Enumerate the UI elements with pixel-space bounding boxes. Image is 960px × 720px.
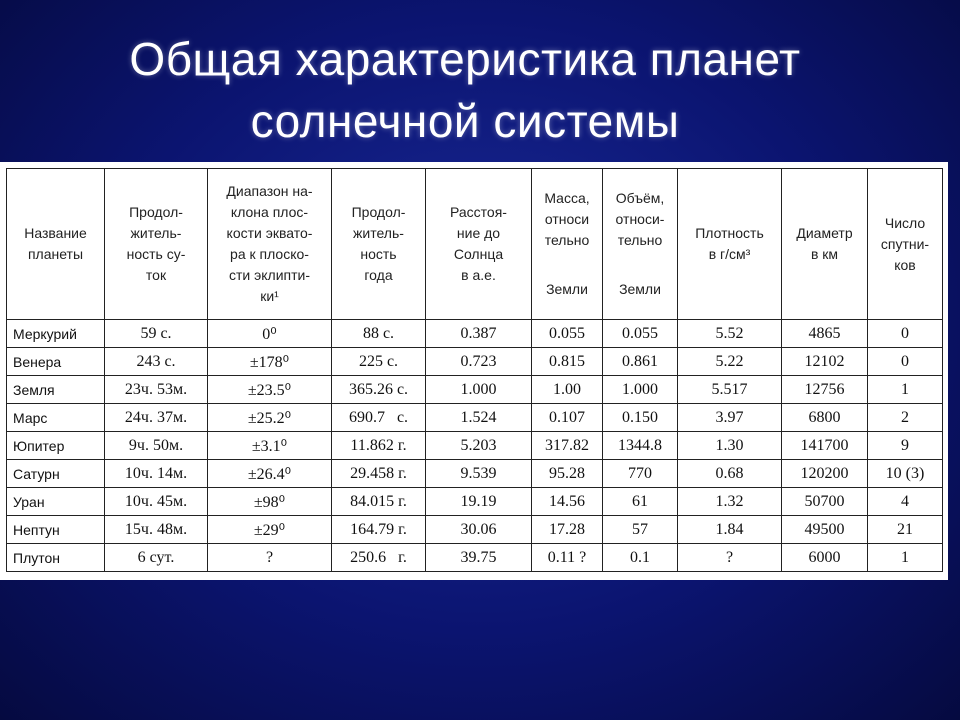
table-cell: ±3.1⁰ bbox=[208, 432, 332, 460]
table-cell: ±98⁰ bbox=[208, 488, 332, 516]
column-header bbox=[678, 169, 782, 320]
table-cell: ? bbox=[678, 544, 782, 572]
table-cell: 14.56 bbox=[532, 488, 603, 516]
slide-title bbox=[0, 28, 930, 152]
table-cell: ±23.5⁰ bbox=[208, 376, 332, 404]
column-header-line: житель- bbox=[130, 225, 182, 241]
table-cell: 0.387 bbox=[426, 320, 532, 348]
table-row bbox=[7, 320, 943, 348]
table-cell: 0.055 bbox=[532, 320, 603, 348]
planet-name-cell: Венера bbox=[7, 348, 105, 376]
planet-name-cell: Юпитер bbox=[7, 432, 105, 460]
planet-name-cell: Плутон bbox=[7, 544, 105, 572]
table-cell: 0.1 bbox=[603, 544, 678, 572]
table-cell: 30.06 bbox=[426, 516, 532, 544]
table-row bbox=[7, 432, 943, 460]
column-header-line: ность су- bbox=[126, 246, 186, 262]
column-header-line: Солнца bbox=[453, 246, 504, 262]
column-header-line: Земли bbox=[546, 281, 588, 297]
table-cell: 2 bbox=[868, 404, 943, 432]
table-cell: 57 bbox=[603, 516, 678, 544]
column-header-line: Расстоя- bbox=[450, 204, 507, 220]
table-row bbox=[7, 544, 943, 572]
table-cell: 6000 bbox=[782, 544, 868, 572]
table-row bbox=[7, 460, 943, 488]
table-cell: 1.84 bbox=[678, 516, 782, 544]
table-cell: 141700 bbox=[782, 432, 868, 460]
table-cell: ±29⁰ bbox=[208, 516, 332, 544]
table-cell: 9ч. 50м. bbox=[105, 432, 208, 460]
slide-title-line-1: Общая характеристика планет bbox=[129, 33, 801, 85]
table-cell: 0.815 bbox=[532, 348, 603, 376]
table-cell: 5.52 bbox=[678, 320, 782, 348]
column-header bbox=[105, 169, 208, 320]
table-cell: 4865 bbox=[782, 320, 868, 348]
table-cell: 1.30 bbox=[678, 432, 782, 460]
column-header-line: планеты bbox=[27, 246, 84, 262]
planet-name-cell: Уран bbox=[7, 488, 105, 516]
table-cell: 0.11 ? bbox=[532, 544, 603, 572]
table-cell: 0⁰ bbox=[208, 320, 332, 348]
table-cell: 49500 bbox=[782, 516, 868, 544]
table-cell: 0.68 bbox=[678, 460, 782, 488]
column-header-line: Плотность bbox=[695, 225, 764, 241]
table-cell: ±25.2⁰ bbox=[208, 404, 332, 432]
table-cell: 690.7 с. bbox=[332, 404, 426, 432]
table-cell: 5.203 bbox=[426, 432, 532, 460]
column-header-line: спутни- bbox=[880, 235, 930, 252]
column-header-line: житель- bbox=[353, 225, 404, 241]
table-cell: 4 bbox=[868, 488, 943, 516]
table-cell: ? bbox=[208, 544, 332, 572]
table-cell: 0 bbox=[868, 348, 943, 376]
column-header bbox=[782, 169, 868, 320]
table-cell: 1.00 bbox=[532, 376, 603, 404]
planet-name-cell: Сатурн bbox=[7, 460, 105, 488]
table-row bbox=[7, 348, 943, 376]
column-header-line: тельно bbox=[617, 232, 663, 248]
column-header-line: ток bbox=[145, 267, 167, 283]
column-header-line: Продол- bbox=[351, 204, 406, 220]
table-row bbox=[7, 516, 943, 544]
table-cell: 9 bbox=[868, 432, 943, 460]
table-cell: 15ч. 48м. bbox=[105, 516, 208, 544]
column-header-line: ков bbox=[894, 256, 916, 273]
table-cell: 317.82 bbox=[532, 432, 603, 460]
column-header-line: Название bbox=[24, 225, 87, 241]
table-cell: 1.000 bbox=[603, 376, 678, 404]
table-cell: ±26.4⁰ bbox=[208, 460, 332, 488]
column-header-line: Земли bbox=[619, 281, 661, 297]
column-header-line: тельно bbox=[544, 232, 590, 248]
table-cell: 243 с. bbox=[105, 348, 208, 376]
column-header-line: ние до bbox=[456, 225, 501, 241]
table-header-row bbox=[7, 169, 943, 320]
column-header-line: в а.е. bbox=[461, 267, 496, 283]
table-cell: 0.107 bbox=[532, 404, 603, 432]
column-header-line: Число bbox=[884, 214, 926, 231]
column-header-line: Диапазон на- bbox=[226, 183, 313, 199]
table-cell: 10 (3) bbox=[868, 460, 943, 488]
column-header-line: клона плос- bbox=[230, 204, 309, 220]
table-body bbox=[7, 320, 943, 572]
planet-name-cell: Марс bbox=[7, 404, 105, 432]
column-header-line: в г/см³ bbox=[708, 246, 751, 262]
table-cell: 164.79 г. bbox=[332, 516, 426, 544]
table-cell: 24ч. 37м. bbox=[105, 404, 208, 432]
table-cell: 50700 bbox=[782, 488, 868, 516]
table-cell: 225 с. bbox=[332, 348, 426, 376]
table-cell: 120200 bbox=[782, 460, 868, 488]
table-cell: 21 bbox=[868, 516, 943, 544]
table-cell: 95.28 bbox=[532, 460, 603, 488]
table-cell: 250.6 г. bbox=[332, 544, 426, 572]
table-row bbox=[7, 376, 943, 404]
column-header-line: кости эквато- bbox=[226, 225, 313, 241]
planet-name-cell: Нептун bbox=[7, 516, 105, 544]
table-cell: 9.539 bbox=[426, 460, 532, 488]
table-cell: 1344.8 bbox=[603, 432, 678, 460]
table-cell: 10ч. 14м. bbox=[105, 460, 208, 488]
table-cell: 0.723 bbox=[426, 348, 532, 376]
column-header-line: Масса, bbox=[544, 190, 590, 206]
table-cell: 11.862 г. bbox=[332, 432, 426, 460]
table-cell: 0.861 bbox=[603, 348, 678, 376]
table-cell: 1.32 bbox=[678, 488, 782, 516]
slide-title-line-2: солнечной системы bbox=[250, 95, 680, 147]
table-cell: 17.28 bbox=[532, 516, 603, 544]
table-cell: 39.75 bbox=[426, 544, 532, 572]
column-header-line: ра к плоско- bbox=[230, 246, 309, 262]
table-cell: 84.015 г. bbox=[332, 488, 426, 516]
table-cell: 0.055 bbox=[603, 320, 678, 348]
table-cell: 6 сут. bbox=[105, 544, 208, 572]
table-cell: 10ч. 45м. bbox=[105, 488, 208, 516]
table-cell: 1.524 bbox=[426, 404, 532, 432]
table-cell: 61 bbox=[603, 488, 678, 516]
planet-name-cell: Земля bbox=[7, 376, 105, 404]
column-header-line: года bbox=[364, 267, 393, 283]
table-row bbox=[7, 488, 943, 516]
table-row bbox=[7, 404, 943, 432]
table-cell: 3.97 bbox=[678, 404, 782, 432]
table-cell: 19.19 bbox=[426, 488, 532, 516]
table-cell: 5.22 bbox=[678, 348, 782, 376]
table-cell: 365.26 с. bbox=[332, 376, 426, 404]
table-cell: 770 bbox=[603, 460, 678, 488]
table-cell: 23ч. 53м. bbox=[105, 376, 208, 404]
column-header-line: сти эклипти- bbox=[228, 267, 310, 283]
planets-table bbox=[6, 168, 943, 572]
column-header bbox=[603, 169, 678, 320]
table-cell: 0.150 bbox=[603, 404, 678, 432]
planet-name-cell: Меркурий bbox=[7, 320, 105, 348]
table-cell: 12102 bbox=[782, 348, 868, 376]
column-header-line: Диаметр bbox=[796, 225, 853, 241]
table-cell: 5.517 bbox=[678, 376, 782, 404]
column-header bbox=[7, 169, 105, 320]
table-cell: 1.000 bbox=[426, 376, 532, 404]
table-cell: 29.458 г. bbox=[332, 460, 426, 488]
column-header-line: в км bbox=[810, 246, 839, 262]
table-cell: ±178⁰ bbox=[208, 348, 332, 376]
column-header bbox=[532, 169, 603, 320]
table-cell: 88 с. bbox=[332, 320, 426, 348]
table-cell: 6800 bbox=[782, 404, 868, 432]
table-cell: 0 bbox=[868, 320, 943, 348]
table-cell: 59 с. bbox=[105, 320, 208, 348]
column-header-line: ность bbox=[360, 246, 397, 262]
column-header-line: ки¹ bbox=[260, 288, 279, 304]
table-cell: 1 bbox=[868, 544, 943, 572]
column-header-line: Продол- bbox=[129, 204, 183, 220]
table-cell: 12756 bbox=[782, 376, 868, 404]
column-header bbox=[332, 169, 426, 320]
column-header bbox=[208, 169, 332, 320]
table-cell: 1 bbox=[868, 376, 943, 404]
column-header-line: Объём, bbox=[615, 190, 665, 206]
column-header bbox=[868, 169, 943, 320]
column-header bbox=[426, 169, 532, 320]
column-header-line: относи bbox=[544, 211, 590, 227]
column-header-line: относи- bbox=[615, 211, 665, 227]
